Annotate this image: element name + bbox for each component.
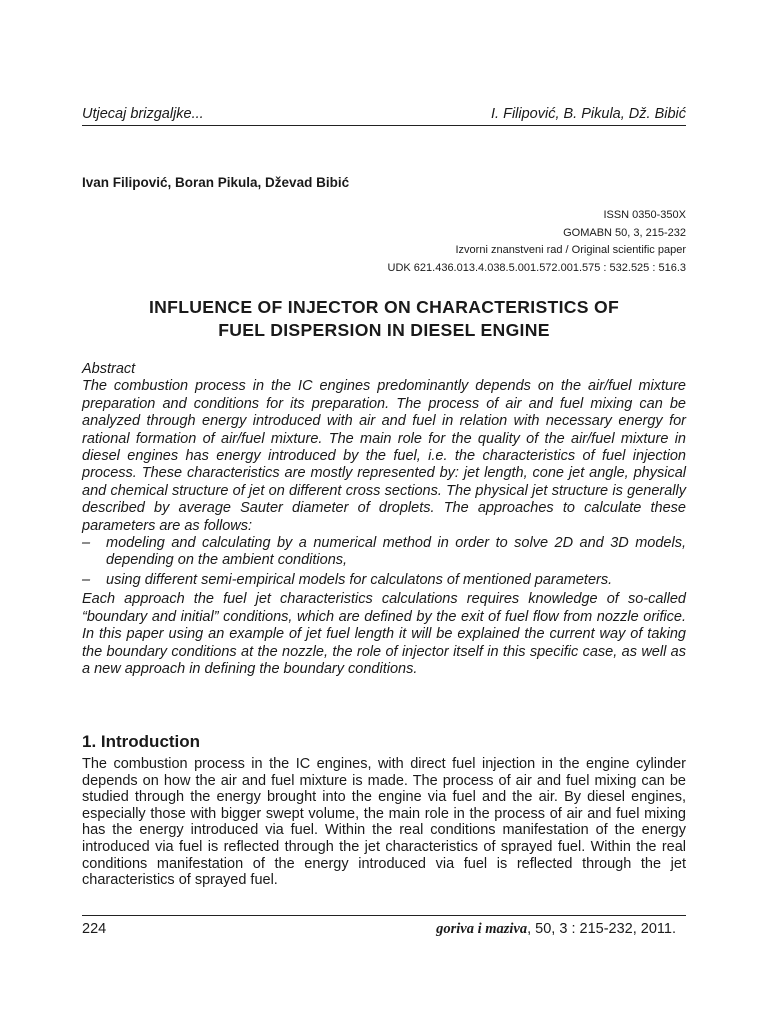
page-number: 224 — [82, 921, 107, 937]
paper-title — [82, 296, 686, 342]
section-heading-introduction: 1. Introduction — [82, 732, 201, 751]
paper-type-line: Izvorni znanstveni rad / Original scientific paper — [455, 244, 686, 256]
author-list: Ivan Filipović, Boran Pikula, Dževad Bibić — [82, 175, 350, 190]
introduction-paragraph: The combustion process in the IC engines, with direct fuel injection in the engine cylinder depends on how the air and fuel mixture is made. The process of air and fuel mixing can be studied through the energy brought into the engine via fuel and the air. By diesel engines, especially those with bigger swept volume, the main role in the process of air and fuel mixing has the energy introduced via fuel. Within the real conditions manifestation of the energy introduced via fuel is reflected through the jet characteristics of sprayed fuel. Within the real conditions manifestation of the energy introduced via fuel is reflected through the jet characteristics of sprayed fuel. — [82, 756, 686, 889]
abstract-heading: Abstract — [82, 361, 136, 377]
header-rule — [82, 125, 686, 126]
bullet-text: modeling and calculating by a numerical method in order to solve 2D and 3D models, depending on the ambient conditions, — [106, 535, 686, 569]
issn-line: ISSN 0350-350X — [603, 209, 686, 221]
bullet-dash: – — [82, 535, 91, 552]
publication-metadata — [388, 207, 686, 277]
journal-citation — [436, 920, 676, 938]
running-header-right: I. Filipović, B. Pikula, Dž. Bibić — [491, 106, 686, 122]
abstract-bullet-list — [82, 535, 686, 589]
abstract-section — [82, 361, 686, 678]
paper-title-line-2: FUEL DISPERSION IN DIESEL ENGINE — [218, 320, 550, 340]
running-header-left: Utjecaj brizgaljke... — [82, 106, 204, 122]
paper-page — [82, 0, 686, 1024]
bullet-text: using different semi-empirical models for calculatons of mentioned parameters. — [106, 571, 613, 588]
journal-name: goriva i maziva — [436, 921, 528, 937]
udk-line: UDK 621.436.013.4.038.5.001.572.001.575 : 532.525 : 516.3 — [387, 261, 686, 274]
running-header — [82, 104, 686, 124]
gomabn-line: GOMABN 50, 3, 215-232 — [563, 226, 686, 239]
abstract-paragraph-2: Each approach the fuel jet characteristics calculations requires knowledge of so-called “boundary and initial” conditions, which are defined by the exit of fuel flow from nozzle orifice. In this paper using an example of jet fuel length it will be explained the current way of taking the boundary conditions at the nozzle, the role of injector itself in this specific case, as well as a new approach in defining the boundary conditions. — [82, 591, 686, 677]
footer-rule — [82, 915, 686, 916]
abstract-paragraph-1: The combustion process in the IC engines predominantly depends on the air/fuel mixture preparation and conditions for its preparation. The process of air and fuel mixing can be analyzed through energy introduced with air and fuel in relation with necessary energy for rational formation of air/fuel mixture. The main role for the quality of the air/fuel mixture in diesel engines has energy introduced by the fuel, i.e. the characteristics of fuel injection process. These characteristics are mostly represented by: jet length, cone jet angle, physical and chemical structure of jet on different cross sections. The physical jet structure is generally described by average Sauter diameter of droplets. The approaches to calculate these parameters are as follows: — [82, 378, 686, 534]
abstract-bullet-item — [82, 572, 686, 589]
abstract-bullet-item — [82, 535, 686, 570]
paper-title-line-1: INFLUENCE OF INJECTOR ON CHARACTERISTICS OF — [148, 297, 620, 317]
bullet-dash: – — [82, 571, 91, 588]
journal-details: , 50, 3 : 215-232, 2011. — [527, 921, 676, 937]
